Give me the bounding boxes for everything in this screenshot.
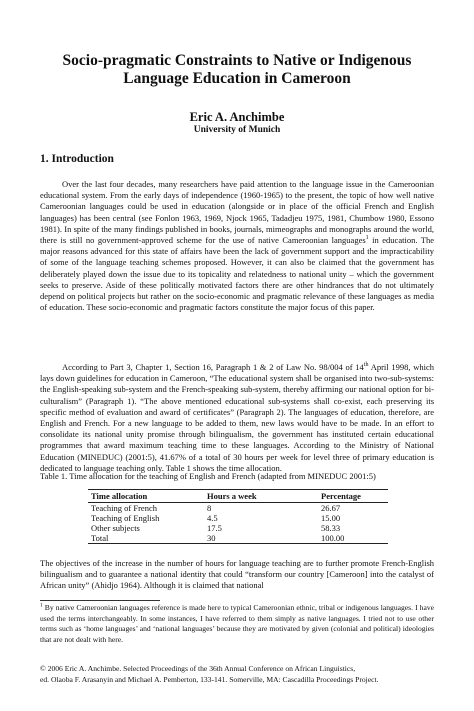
footnote-divider	[40, 600, 160, 601]
table-cell: Total	[88, 533, 204, 544]
time-allocation-table	[88, 489, 388, 544]
table-row	[88, 523, 388, 533]
table-cell: Teaching of English	[91, 513, 160, 523]
table-cell: 100.00	[318, 533, 388, 544]
table-caption: Table 1. Time allocation for the teaching of English and French (adapted from MINEDUC 2001:5)	[40, 471, 376, 481]
copyright-notice	[40, 664, 434, 685]
author-name: Eric A. Anchimbe	[189, 110, 285, 124]
title-line-1: Socio-pragmatic Constraints to Native or Indigenous	[62, 52, 412, 69]
table-cell: 26.67	[321, 503, 341, 513]
author-affiliation: University of Munich	[193, 125, 281, 135]
paragraph-2-text-b: April 1998, which lays down guidelines for education in Cameroon, “The educational system shall be organised into two-sub-systems: the English-speaking sub-system and the French-speaking sub-system, thereby affirming our national option for bi-culturalism” (Paragraph 1). “The above mentioned educational sub-systems shall co-exist, each preserving its specific method of evaluation and award of certificates” (Paragraph 2). The languages of education, therefore, are English and French. For a new language to be added to them, new laws would have to be made. In an effort to consolidate its national unity promise through bilingualism, the government has instituted certain educational programmes that award maximum teaching time to these languages. According to the Ministry of National Education (MINEDUC) (2001:5), 41.67% of a total of 30 hours per week for level three of primary education is dedicated to language teaching only. Table 1 shows the time allocation.	[40, 362, 435, 473]
copyright-line-2: ed. Olaoba F. Arasanyin and Michael A. Pemberton, 133-141. Somerville, MA: Cascadilla Proceedings Project.	[40, 674, 379, 684]
table-header-row	[88, 490, 388, 503]
title-line-2: Language Education in Cameroon	[123, 70, 351, 87]
table-cell: Other subjects	[91, 523, 140, 533]
table-cell: 30	[204, 533, 318, 544]
table-row-total	[88, 533, 388, 544]
table-cell: 8	[207, 503, 212, 513]
paragraph-3: The objectives of the increase in the number of hours for language teaching are to further promote French-English bilingualism and to guarantee a national identity that could “transform our country [Cameroon] into the catalyst of African unity” (Ahidjo 1964). Although it is claimed that national	[40, 558, 434, 591]
table-cell: 17.5	[207, 523, 222, 533]
table-cell: 4.5	[207, 513, 218, 523]
section-heading: 1. Introduction	[40, 153, 114, 165]
paragraph-2	[40, 362, 434, 474]
paragraph-1-text-b: in education. The major reasons advanced for this state of affairs have been the lack of government support and the impracticability of some of the language teaching schemes proposed. However, it can also be claimed that the government has deliberately played down the issue due to its topicality and relatedness to national unity – which the government seeks to preserve. Aside of these politically motivated factors there are other hindrances that do not ultimately depend on political projects but rather on the socio-economic and pragmatic relevance of these languages as media of education. These socio-economic and pragmatic factors constitute the major focus of this paper.	[40, 235, 434, 313]
table-header-cell: Time allocation	[88, 490, 204, 503]
paper-title	[30, 52, 444, 88]
table-cell: 58.33	[321, 523, 341, 533]
copyright-line-1: © 2006 Eric A. Anchimbe. Selected Proceedings of the 36th Annual Conference on African Linguistics,	[40, 664, 356, 673]
paragraph-1-text-a: Over the last four decades, many researchers have paid attention to the language issue in the Cameroonian educational system. From the early days of independence (1960-1965) to the present, the topic of how well native Cameroonian languages could be used in education (alongside or in place of the official French and English languages) has been central (see Fonlon 1963, 1969, Njock 1965, Tadadjeu 1975, 1981, Chumbow 1980, Essono 1981). In spite of the many findings published in books, journals, mimeographs and monographs around the world, there is still no government-approved scheme for the use of native Cameroonian languages	[40, 179, 434, 246]
footnote	[40, 603, 434, 645]
footnote-reference: 1	[365, 235, 369, 242]
footnote-mark: 1	[40, 602, 43, 609]
paragraph-2-text-a: According to Part 3, Chapter 1, Section 16, Paragraph 1 & 2 of Law No. 98/004 of 14	[62, 362, 364, 372]
paragraph-1	[40, 179, 434, 313]
table-header-cell: Hours a week	[204, 490, 318, 503]
table-header-cell: Percentage	[318, 490, 388, 503]
footnote-text: By native Cameroonian languages reference is made here to typical Cameroonian ethnic, tribal or indigenous languages. I have used the terms interchangeably. In some instances, I have referred to them simply as native languages. I tried not to use other terms such as ‘home languages’ and ‘national languages’ because they are motivated by given (colonial and political) ideologies that are not dealt with here.	[40, 603, 434, 644]
table-cell: Teaching of French	[91, 503, 157, 513]
table-cell: 15.00	[321, 513, 341, 523]
table-row	[88, 503, 388, 514]
table-row	[88, 513, 388, 523]
ordinal-superscript: th	[363, 362, 369, 369]
